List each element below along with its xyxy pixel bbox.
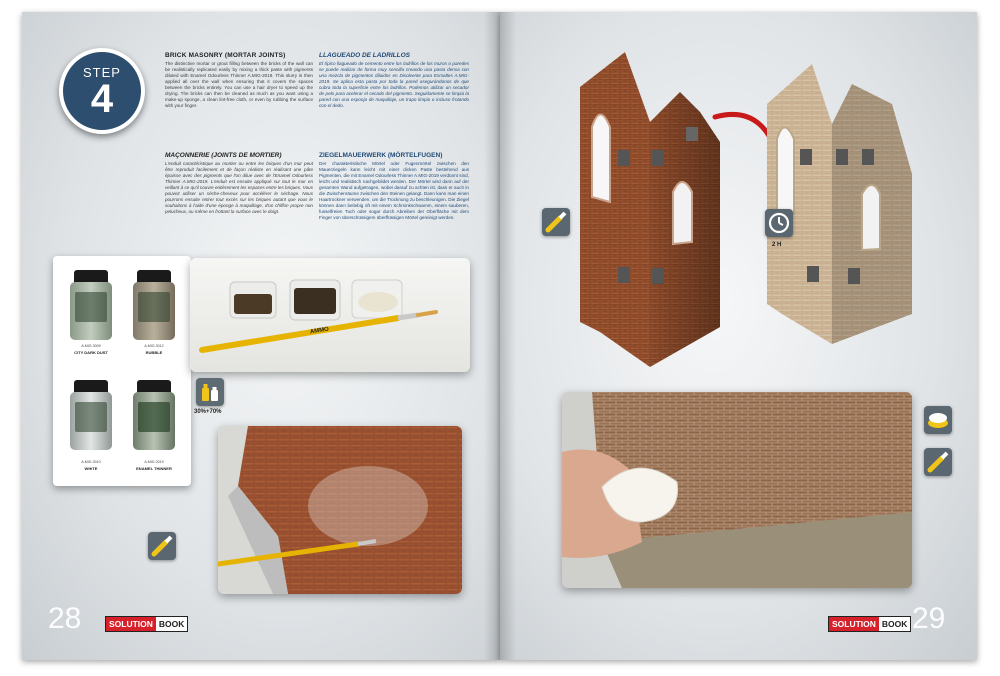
pigments-photo (190, 258, 470, 372)
tower-after-photo (752, 44, 942, 344)
step-number: 4 (90, 77, 114, 121)
brick-wall-illustration (218, 426, 462, 594)
heading-en: BRICK MASONRY (MORTAR JOINTS) (165, 52, 286, 59)
text-de: Der charakteristische Mörtel oder Fugenmörtel zwischen den Mauerziegeln kann leicht mit einer dicken Paste bestehend aus Pigmenten, die mit Enamel Odourless Thinner A.MIG-2019 verdünnt sind, leicht und realistisch nachgebildet werden. Der Mörtel wird dann auf der gesamten Wand aufgetragen, wobei darauf zu achten ist, dass er auch in die Zwischenräume zwischen den Steinen gelangt. Dann kann man einen Haartrockner verwenden, um die Trocknung zu beschleunigen. Die Ziegel können dann beliebig oft mit einem Schminkschwamm, einem sauberen, fusselfreien Tuch oder sogar durch Abreiben der Oberfläche mit dem Finger von überschüssigem überflüssigen Mörtel gereinigt werden. (319, 161, 469, 220)
brush-icon (924, 448, 952, 476)
right-page (500, 12, 977, 660)
solutionbook-logo (828, 616, 911, 632)
sponge-cleaning-photo (562, 392, 912, 588)
text-fr: L'enduit caractéristique au mortier ou entre les briques d'un mur peut être reproduit facilement et de façon réaliste en réalisant une pâte épaisse avec des pigments que l'on dilue avec de l'Enamel Odourless Thinner A.MIG-2019. L'enduit est ensuite appliqué sur tout le mur en veillant à ce qu'il couvre entièrement les espaces entre les briques. Vous pouvez utiliser un sèche-cheveux pour accélérer le séchage. Nous pourrons ensuite retirer tout excès sur les briques autant que vous le souhaitons à l'aide d'une éponge à maquillage, d'un chiffon propre non pelucheux, ou même en frottant la surface avec le doigt. (165, 161, 313, 214)
product-jar-city-dark-dust (70, 270, 112, 342)
brush-brand: AMMO (309, 326, 330, 336)
product-name: WHITE (84, 466, 98, 471)
logo-part-book: BOOK (156, 617, 188, 631)
product-jar-enamel-thinner (133, 380, 175, 452)
product-name: ENAMEL THINNER (136, 466, 172, 471)
product-jar-white (70, 380, 112, 452)
clock-icon (765, 209, 793, 237)
product-name: CITY DARK DUST (74, 350, 108, 355)
heading-fr: MAÇONNERIE (JOINTS DE MORTIER) (165, 152, 282, 159)
product-code: A.MIG.3010 (81, 460, 101, 464)
heading-de: ZIEGELMAUERWERK (MÖRTELFUGEN) (319, 152, 443, 159)
logo-part-solution: SOLUTION (106, 617, 156, 631)
product-name: RUBBLE (145, 350, 163, 355)
page-number-right: 29 (912, 602, 946, 635)
drying-time: 2 H (772, 242, 782, 248)
heading-es: LLAGUEADO DE LADRILLOS (319, 52, 410, 59)
product-jar-rubble (133, 270, 175, 342)
book-gutter (484, 12, 516, 660)
book-spread (22, 12, 977, 660)
product-code: A.MIG.2019 (144, 460, 164, 464)
products-card (53, 256, 191, 486)
logo-part-solution: SOLUTION (829, 617, 879, 631)
brush-icon (148, 532, 176, 560)
step-badge (59, 48, 145, 134)
product-code: A.MIG.3012 (144, 344, 164, 348)
ratio-label: 30%+70% (194, 409, 222, 415)
left-page (22, 12, 500, 660)
logo-part-book: BOOK (879, 617, 911, 631)
product-code: A.MIG.3009 (81, 344, 101, 348)
pigments-illustration (190, 258, 470, 372)
text-es: El típico llagueado de cemento entre los ladrillos de los muros o paredes se puede realizar de forma muy sencilla creando una pasta densa con una mezcla de pigmentos diluidos en Disolvente para Esmaltes A.MIG-2019. Se aplica esta pasta por toda la pared asegurándonos de que cubra toda la superficie entre los ladrillos. Podemos utilizar un secador de pelo para acelerar el secado del pigmento. Seguidamente se limpia la pared con una esponja de maquillaje, un trapo limpio o incluso frotando con el dedo. (319, 61, 469, 108)
step-label: STEP (83, 65, 121, 80)
page-number-left: 28 (48, 602, 82, 635)
bottle-mix-icon (196, 378, 224, 406)
sponge-wall-illustration (562, 392, 912, 588)
brick-painting-photo (218, 426, 462, 594)
solutionbook-logo (105, 616, 188, 632)
sponge-icon (924, 406, 952, 434)
brush-icon (542, 208, 570, 236)
text-en: The distinctive mortar or grout filling between the bricks of the wall can be realistically replicated easily by mixing a thick paste with pigments diluted with Enamel Odourless Thinner A.MIG-2019. This slurry is then applied all over the wall when ensuring that it covers the spaces between the bricks entirely. You can use a hair dryer to speed up the drying. The bricks can then be cleaned as much as you want using a make-up sponge, a clean lint-free cloth, or even by rubbing the surface with your finger. (165, 61, 313, 108)
